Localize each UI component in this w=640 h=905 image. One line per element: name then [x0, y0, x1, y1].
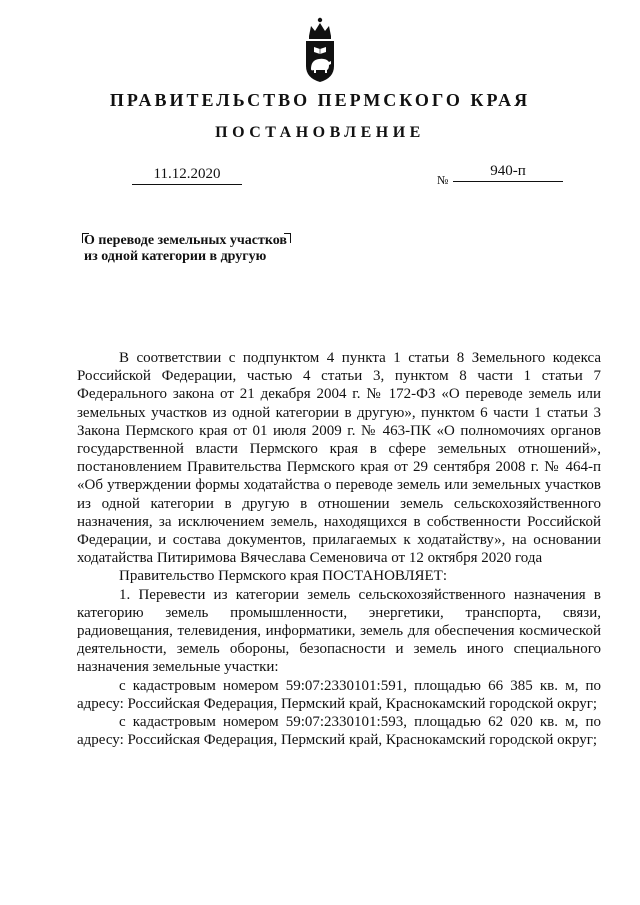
clause-paragraph: 1. Перевести из категории земель сельскохозяйственного назначения в категорию земель промышленности, энергетики, транспорта, связи, радиовещания, телевидения, информатики, земель для обеспечения космической деятельности, земель обороны, безопасности и земель иного специального назначения земельные участки:: [77, 586, 601, 676]
document-subject: [84, 233, 287, 265]
document-number: 940-п: [453, 163, 563, 182]
number-label: №: [437, 173, 449, 187]
government-title: ПРАВИТЕЛЬСТВО ПЕРМСКОГО КРАЯ: [109, 90, 531, 110]
subject-bracket-left: [82, 233, 89, 243]
document-body: [77, 349, 601, 749]
document-type: ПОСТАНОВЛЕНИЕ: [215, 124, 425, 141]
subject-line: из одной категории в другую: [84, 249, 267, 264]
preamble-paragraph: В соответствии с подпунктом 4 пункта 1 статьи 8 Земельного кодекса Российской Федерации, частью 4 статьи 3, пунктом 8 части 1 статьи 7 Федерального закона от 21 декабря 2004 г. № 172-ФЗ «О переводе земель или земельных участков из одной категории в другую», пунктом 6 части 1 статьи 3 Закона Пермского края от 01 июля 2009 г. № 463-ПК «О полномочиях органов государственной власти Пермского края в сфере земельных отношений», постановлением Правительства Пермского края от 29 сентября 2008 г. № 464-п «Об утверждении формы ходатайства о переводе земель или земельных участков из одной категории в другую в отношении земель сельскохозяйственного назначения, за исключением земель, находящихся в собственности Российской Федерации, и состава документов, прилагаемых к ходатайству», на основании ходатайства Питиримова Вячеслава Семеновича от 12 октября 2020 года: [77, 350, 601, 567]
land-plot-item: с кадастровым номером 59:07:2330101:591, площадью 66 385 кв. м, по адресу: Российская Федерация, Пермский край, Краснокамский городской округ;: [77, 677, 601, 712]
subject-bracket-right: [284, 233, 291, 243]
document-date: 11.12.2020: [132, 166, 242, 185]
perm-krai-coat-of-arms-icon: [300, 14, 340, 84]
resolution-statement: Правительство Пермского края ПОСТАНОВЛЯЕТ:: [119, 568, 448, 585]
subject-line: О переводе земельных участков: [84, 233, 287, 248]
land-plot-item: с кадастровым номером 59:07:2330101:593, площадью 62 020 кв. м, по адресу: Российская Федерация, Пермский край, Краснокамский городской округ;: [77, 714, 601, 749]
